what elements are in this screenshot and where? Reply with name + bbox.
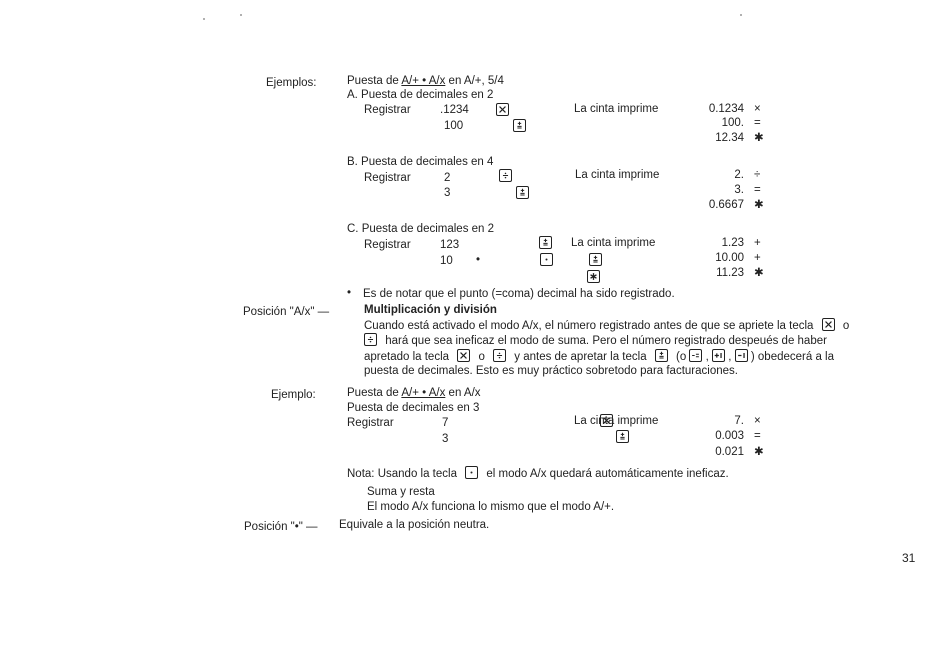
tape-symbol: = <box>754 430 761 442</box>
label-ejemplo: Ejemplo: <box>271 389 316 401</box>
input-value: 123 <box>440 239 460 251</box>
puesta-suffix: en A/+, 5/4 <box>448 75 504 87</box>
input-value: 3 <box>442 433 449 445</box>
tape-symbol: + <box>754 237 761 249</box>
divide-key-icon <box>364 333 377 346</box>
divide-key-icon <box>493 349 506 362</box>
subsection-a-title: A. Puesta de decimales en 2 <box>347 89 494 101</box>
input-value: 100 <box>444 120 464 132</box>
puesta-suffix: en A/x <box>448 387 481 399</box>
text-span: el modo A/x quedará automáticamente ineficaz. <box>486 468 729 480</box>
text-span: hará que sea ineficaz el modo de suma. Pero el número registrado despeués de haber <box>385 335 827 347</box>
subsection-b-title: B. Puesta de decimales en 4 <box>347 156 494 168</box>
tape-symbol: × <box>754 103 761 115</box>
input-value: .1234 <box>440 104 469 116</box>
puesta-setting: A/+ • A/x <box>401 387 446 399</box>
neutral-text: Equivale a la posición neutra. <box>339 519 490 531</box>
decimal-point-key-icon <box>540 253 553 266</box>
tape-symbol: × <box>754 415 761 427</box>
plus-equals-key-icon <box>516 186 529 199</box>
nota-line <box>347 466 729 481</box>
total-key-icon <box>587 270 600 283</box>
label-ejemplos: Ejemplos: <box>266 77 317 89</box>
tape-symbol: = <box>754 117 761 129</box>
input-value: 7 <box>442 417 449 429</box>
section-heading: Multiplicación y división <box>364 304 497 316</box>
puesta-setting: A/+ • A/x <box>401 75 446 87</box>
registrar-label: Registrar <box>364 172 411 184</box>
puesta-prefix: Puesta de <box>347 387 399 399</box>
label-posicion-ax: Posición "A/x" — <box>243 306 330 318</box>
plus-equals-key-icon <box>539 236 552 249</box>
speck <box>203 18 205 20</box>
input-value: 3 <box>444 187 451 199</box>
text-span: ) obedecerá a la <box>750 351 834 363</box>
tape-symbol: ✱ <box>754 446 764 458</box>
paragraph-line <box>364 318 849 333</box>
tape-value: 3. <box>734 184 744 196</box>
tape-value: 0.021 <box>715 446 744 458</box>
tape-symbol: ✱ <box>754 132 764 144</box>
tape-symbol: ✱ <box>754 267 764 279</box>
tape-value: 10.00 <box>715 252 744 264</box>
puesta-line-2 <box>347 386 481 400</box>
plus-equals-key-icon <box>655 349 668 362</box>
multiply-key-icon <box>496 103 509 116</box>
text-span: apretado la tecla <box>364 351 450 363</box>
suma-text: El modo A/x funciona lo mismo que el modo A/+. <box>367 501 615 513</box>
text-span: o <box>842 320 850 332</box>
registrar-label: Registrar <box>364 104 411 116</box>
suma-title: Suma y resta <box>367 486 435 498</box>
input-value: 2 <box>444 172 451 184</box>
paragraph-line: puesta de decimales. Esto es muy práctico sobretodo para facturaciones. <box>364 365 738 377</box>
page-number: 31 <box>902 551 916 565</box>
tape-value: 0.1234 <box>708 103 744 115</box>
puesta-prefix: Puesta de <box>347 75 399 87</box>
tape-value: 12.34 <box>715 132 744 144</box>
text-span: (o <box>676 351 687 363</box>
multiply-key-icon <box>822 318 835 331</box>
text-span: Cuando está activado el modo A/x, el número registrado antes de que se apriete la tecla <box>364 320 814 332</box>
tape-label: La cinta imprime <box>571 237 656 249</box>
registrar-label: Registrar <box>347 417 394 429</box>
text-span: o <box>478 351 485 363</box>
tape-symbol: = <box>754 184 761 196</box>
tape-label: La cinta imprime <box>575 169 660 181</box>
input-value: 10 <box>440 255 453 267</box>
plus-equals-key-icon <box>513 119 526 132</box>
tape-value: 100. <box>721 117 744 129</box>
speck <box>740 14 742 16</box>
decimal-point-key-icon <box>465 466 478 479</box>
puesta-line-1 <box>347 74 504 88</box>
divide-key-icon <box>499 169 512 182</box>
tape-label: La cinta imprime <box>574 103 659 115</box>
tape-value: 7. <box>734 415 744 427</box>
tape-value: 2. <box>734 169 744 181</box>
speck <box>240 14 242 16</box>
tape-label: La cinta imprime <box>574 415 659 427</box>
bullet-icon: • <box>347 287 352 299</box>
text-span: y antes de apretar la tecla <box>514 351 647 363</box>
tape-value: 0.6667 <box>708 199 744 211</box>
tape-symbol: + <box>754 252 761 264</box>
tape-value: 1.23 <box>721 237 744 249</box>
paragraph-line <box>364 333 827 348</box>
minus-i-key-icon <box>735 349 748 362</box>
bullet-icon: • <box>476 254 481 266</box>
tape-symbol: ✱ <box>754 199 764 211</box>
tape-value: 11.23 <box>716 267 744 279</box>
nota-label: Nota: <box>347 468 375 480</box>
plus-equals-key-icon <box>589 253 602 266</box>
text-span: Usando la tecla <box>377 468 457 480</box>
minus-equals-key-icon <box>689 349 702 362</box>
tape-symbol: ÷ <box>754 169 761 181</box>
plus-i-key-icon <box>712 349 725 362</box>
text-span: , <box>705 351 709 363</box>
tape-value: 0.003 <box>715 430 744 442</box>
paragraph-line <box>364 349 834 364</box>
decimales-line: Puesta de decimales en 3 <box>347 402 480 414</box>
decimal-note: Es de notar que el punto (=coma) decimal ha sido registrado. <box>363 288 675 300</box>
label-posicion-dot: Posición "•" — <box>244 521 318 533</box>
subsection-c-title: C. Puesta de decimales en 2 <box>347 223 495 235</box>
plus-equals-key-icon <box>616 430 629 443</box>
multiply-key-icon <box>457 349 470 362</box>
text-span: , <box>728 351 732 363</box>
registrar-label: Registrar <box>364 239 411 251</box>
